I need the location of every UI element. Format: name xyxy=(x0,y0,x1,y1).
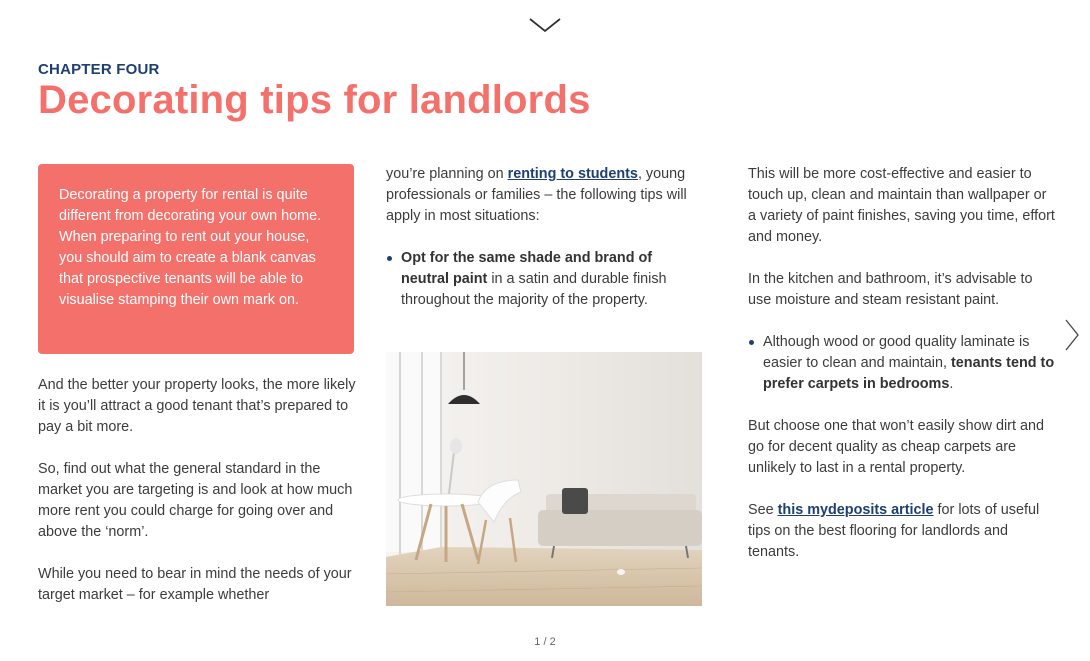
living-room-photo xyxy=(386,352,702,606)
tips-list xyxy=(386,248,696,311)
page-title: Decorating tips for landlords xyxy=(38,78,591,122)
paragraph: So, find out what the general standard in the market you are targeting is and look at how much more rent you could charge for going over and above the ‘norm’. xyxy=(38,461,353,540)
text-segment: you’re planning on xyxy=(386,166,508,182)
page-indicator: 1 / 2 xyxy=(534,636,556,648)
paragraph xyxy=(386,164,696,227)
paragraph xyxy=(748,500,1058,563)
text-segment: . xyxy=(949,376,954,392)
text-segment: , young professionals or families – the following tips will apply in most situations: xyxy=(386,166,687,224)
tips-list xyxy=(748,332,1058,395)
callout-text: Decorating a property for rental is quite different from decorating your own home. When preparing to rent out your house, you should aim to create a blank canvas that prospective tenants will be able to visualise stamping their own mark on. xyxy=(59,187,322,308)
text-segment: See xyxy=(748,502,778,518)
text-segment: in a satin and durable finish throughout the majority of the property. xyxy=(401,271,667,308)
column-3 xyxy=(748,164,1058,584)
list-item xyxy=(748,332,1058,395)
intro-callout xyxy=(38,164,354,354)
chapter-label: CHAPTER FOUR xyxy=(38,61,160,78)
chevron-down-icon[interactable] xyxy=(528,14,562,36)
text-segment: for lots of useful tips on the best flooring for landlords and tenants. xyxy=(748,502,1040,560)
paragraph: But choose one that won’t easily show dirt and go for decent quality as cheap carpets are unlikely to last in a rental property. xyxy=(748,418,1044,476)
column-2 xyxy=(386,164,696,332)
list-item xyxy=(386,248,696,311)
column-1 xyxy=(38,375,356,627)
paragraph: And the better your property looks, the more likely it is you’ll attract a good tenant that’s prepared to pay a bit more. xyxy=(38,377,356,435)
bold-text: Opt for the same shade and brand of neutral paint xyxy=(401,250,653,287)
chevron-right-icon[interactable] xyxy=(1063,318,1081,352)
renting-to-students-link[interactable]: renting to students xyxy=(507,166,638,182)
paragraph: This will be more cost-effective and easier to touch up, clean and maintain than wallpaper or a variety of paint finishes, saving you time, effort and money. xyxy=(748,166,1055,245)
paragraph: While you need to bear in mind the needs of your target market – for example whether xyxy=(38,566,352,603)
text-segment: Although wood or good quality laminate is easier to clean and maintain, xyxy=(763,334,1030,371)
mydeposits-article-link[interactable]: this mydeposits article xyxy=(777,502,934,518)
paragraph: In the kitchen and bathroom, it’s advisable to use moisture and steam resistant paint. xyxy=(748,271,1033,308)
bold-text: tenants tend to prefer carpets in bedrooms xyxy=(763,355,1055,392)
